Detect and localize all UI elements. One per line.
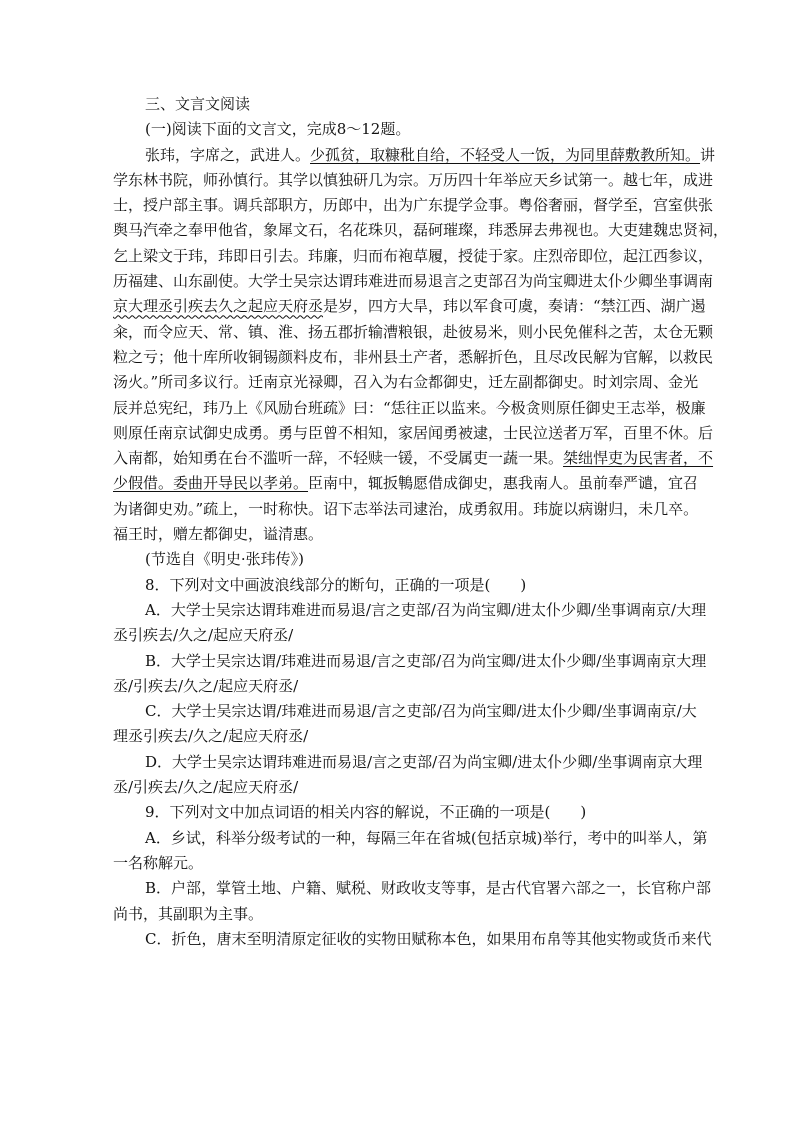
passage-text: 臣南中，辄扳鶽愿借成御史，惠我南人。虽前奉严谴，宜召 <box>308 474 699 493</box>
question-9-stem: 9．下列对文中加点词语的相关内容的解说，不正确的一项是( ) <box>145 803 587 822</box>
underlined-text: 少假借。委曲开导民以孝弟。 <box>113 474 309 493</box>
question-8-option-b: B．大学士吴宗达谓/玮难进而易退/言之吏部/召为尚宝卿/进太仆少卿/坐事调南京大理 <box>145 651 707 670</box>
underlined-text: 桀绌悍吏为民害者，不 <box>563 449 714 468</box>
question-9-option-b-cont: 尚书，其副职为主事。 <box>113 904 264 923</box>
passage-line: 乞上梁文于玮，玮即日引去。玮廉，归而布袍草履，授徒于家。庄烈帝即位，起江西参议， <box>113 246 714 265</box>
question-8-option-a-cont: 丞引疾去/久之/起应天府丞/ <box>113 626 294 645</box>
passage-line: 舆马汽牵之奉甲他省，象犀文石，名花珠贝，磊砢璀璨，玮悉屏去弗视也。大吏建魏忠贤祠， <box>113 221 729 240</box>
passage-line: 籴，而令应天、常、镇、淮、扬五郡折输漕粮银，赴彼易米，则小民免催科之苦，太仓无颗 <box>113 322 714 341</box>
question-8-option-c-cont: 理丞引疾去/久之/起应天府丞/ <box>113 727 309 746</box>
passage-text: 张玮，字席之，武进人。 <box>145 145 311 164</box>
passage-line: 福王时，赠左都御史，谥清惠。 <box>113 525 324 544</box>
section-title: 三、文言文阅读 <box>145 95 251 113</box>
passage-line: 则原任南京试御史成勇。勇与臣曾不相知，家居闻勇被逮，士民泣送者万军，百里不休。后 <box>113 423 714 442</box>
question-8-stem: 8．下列对文中画波浪线部分的断句，正确的一项是( ) <box>145 575 527 594</box>
question-9-option-a: A．乡试，科举分级考试的一种，每隔三年在省城(包括京城)举行，考中的叫举人，第 <box>145 828 708 847</box>
passage-line: 汤火。”所司多议行。迁南京光禄卿，召入为右佥都御史，迁左副都御史。时刘宗周、金光 <box>113 373 699 392</box>
passage-line <box>113 143 716 168</box>
passage-line: 为诸御史劝。”疏上，一时称快。诏下志举法司逮治，成勇叙用。玮旋以病谢归，未几卒。 <box>113 499 699 518</box>
passage-line <box>113 294 706 319</box>
question-8-option-b-cont: 丞/引疾去/久之/起应天府丞/ <box>113 676 299 695</box>
passage-text: 入南都，始知勇在台不滥听一辞，不轻赎一锾，不受属吏一蔬一果。 <box>113 449 564 468</box>
question-9-option-b: B．户部，掌管土地、户籍、赋税、财政收支等事，是古代官署六部之一，长官称户部 <box>145 879 712 898</box>
passage-line <box>113 471 699 496</box>
passage-line: 历福建、山东副使。大学士吴宗达谓玮难进而易退言之吏部召为尚宝卿进太仆少卿坐事调南 <box>113 272 714 291</box>
underlined-text: 少孤贫，取糠秕自给，不轻受人一饭，为同里薛敷教所知。 <box>310 145 701 164</box>
question-8-option-d: D．大学士吴宗达谓玮难进而易退/言之吏部/召为尚宝卿/进太仆少卿/坐事调南京大理 <box>145 752 703 771</box>
passage-line <box>113 446 714 471</box>
question-9-option-a-cont: 一名称解元。 <box>113 853 204 872</box>
text-column <box>113 92 729 952</box>
question-8-option-a: A．大学士吴宗达谓玮难进而易退/言之吏部/召为尚宝卿/进太仆少卿/坐事调南京/大理 <box>145 600 707 619</box>
wavy-underlined-text: 京大理丞引疾去久之起应天府丞 <box>113 297 324 316</box>
passage-text: 是岁，四方大旱，玮以军食可虞，奏请：“禁江西、湖广遏 <box>323 297 706 316</box>
passage-line: 辰并总宪纪，玮乃上《风励台班疏》曰：“恁往正以监来。今极贪则原任御史王志举，极廉 <box>113 398 706 417</box>
passage-line: 粒之亏；他十库所收铜锡颜料皮布，非州县土产者，悉解折色，且尽改民解为官解，以救民 <box>113 347 714 366</box>
question-8-option-c: C．大学士吴宗达谓/玮难进而易退/言之吏部/召为尚宝卿/进太仆少卿/坐事调南京/大 <box>145 702 697 721</box>
instruction: (一)阅读下面的文言文，完成8～12题。 <box>145 120 411 139</box>
passage-line: 士，授户部主事。调兵部职方，历郎中，出为广东提学佥事。粤俗奢丽，督学至，宫室供张 <box>113 196 714 215</box>
passage-line: 学东林书院，师孙慎行。其学以慎独研几为宗。万历四十年举应天乡试第一。越七年，成进 <box>113 170 714 189</box>
question-8-option-d-cont: 丞/引疾去/久之/起应天府丞/ <box>113 778 299 797</box>
source-citation: (节选自《明史·张玮传》) <box>145 550 304 569</box>
question-9-option-c: C．折色，唐末至明清原定征收的实物田赋称本色，如果用布帛等其他实物或货币来代 <box>145 929 712 948</box>
passage-text: 讲 <box>700 145 716 164</box>
